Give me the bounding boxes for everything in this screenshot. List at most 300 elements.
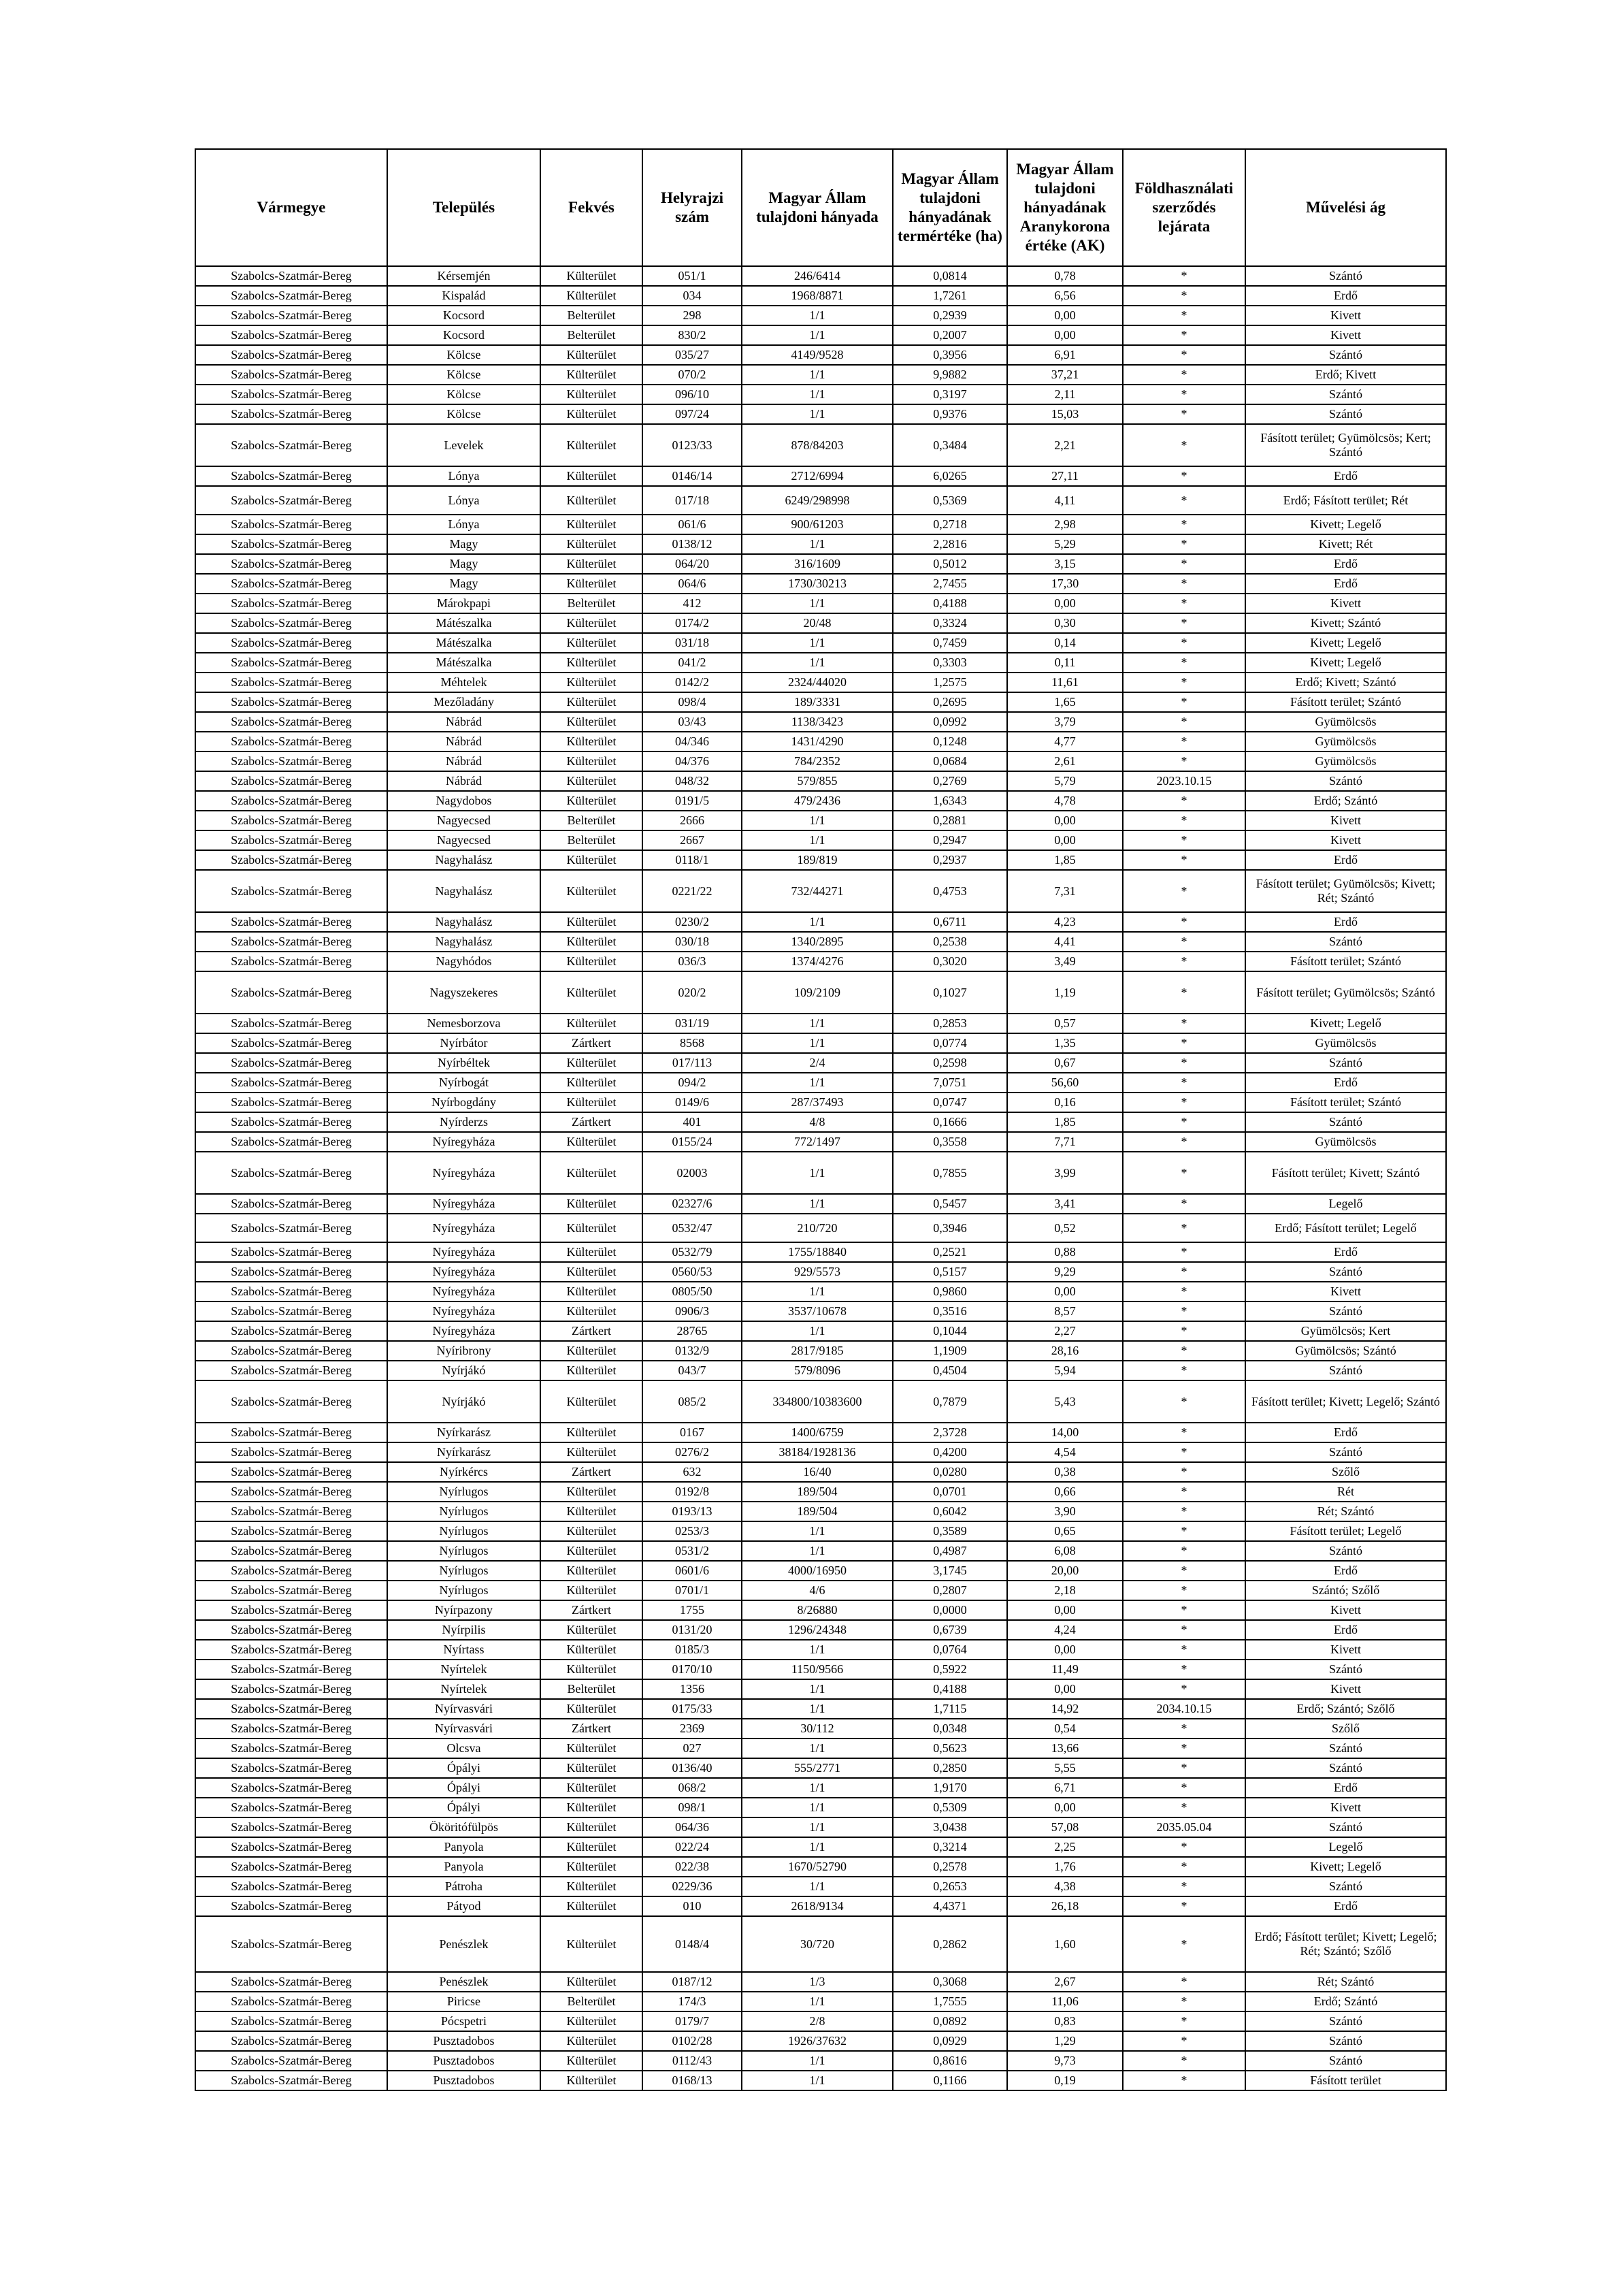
cell-helyrajzi-szam: 0102/28 [642, 2031, 742, 2051]
cell-termertek: 6,0265 [893, 466, 1007, 486]
cell-telepules: Nyírbogdány [387, 1093, 540, 1112]
cell-helyrajzi-szam: 035/27 [642, 345, 742, 365]
cell-szerzodes-lejarata: * [1123, 1341, 1245, 1361]
cell-telepules: Nagyecsed [387, 811, 540, 830]
cell-szerzodes-lejarata: * [1123, 1758, 1245, 1778]
cell-tulajdoni-hanyad: 1/1 [742, 830, 893, 850]
cell-termertek: 0,0992 [893, 712, 1007, 732]
cell-aranykorona: 2,98 [1007, 515, 1123, 534]
cell-szerzodes-lejarata: * [1123, 1093, 1245, 1112]
cell-fekves: Külterület [540, 1132, 642, 1152]
cell-helyrajzi-szam: 027 [642, 1739, 742, 1758]
cell-varmegye: Szabolcs-Szatmár-Bereg [195, 1857, 387, 1877]
cell-telepules: Nyíregyháza [387, 1152, 540, 1194]
table-row [195, 1640, 1446, 1660]
table-row [195, 1521, 1446, 1541]
cell-aranykorona: 6,91 [1007, 345, 1123, 365]
cell-fekves: Külterület [540, 1798, 642, 1817]
cell-varmegye: Szabolcs-Szatmár-Bereg [195, 534, 387, 554]
cell-szerzodes-lejarata: * [1123, 1321, 1245, 1341]
cell-fekves: Külterület [540, 1301, 642, 1321]
cell-telepules: Kispalád [387, 286, 540, 306]
cell-szerzodes-lejarata: * [1123, 325, 1245, 345]
cell-helyrajzi-szam: 0131/20 [642, 1620, 742, 1640]
cell-telepules: Nyírkarász [387, 1423, 540, 1442]
cell-helyrajzi-szam: 04/376 [642, 751, 742, 771]
cell-szerzodes-lejarata: * [1123, 594, 1245, 613]
cell-aranykorona: 0,78 [1007, 266, 1123, 286]
cell-helyrajzi-szam: 2369 [642, 1719, 742, 1739]
cell-termertek: 0,2007 [893, 325, 1007, 345]
cell-termertek: 0,1166 [893, 2071, 1007, 2090]
cell-aranykorona: 11,61 [1007, 673, 1123, 692]
cell-telepules: Lónya [387, 515, 540, 534]
cell-tulajdoni-hanyad: 878/84203 [742, 424, 893, 466]
cell-varmegye: Szabolcs-Szatmár-Bereg [195, 1719, 387, 1739]
cell-tulajdoni-hanyad: 1/1 [742, 1194, 893, 1214]
cell-muvelesi-ag: Kivett [1245, 1798, 1446, 1817]
cell-varmegye: Szabolcs-Szatmár-Bereg [195, 751, 387, 771]
cell-szerzodes-lejarata: * [1123, 2071, 1245, 2090]
cell-helyrajzi-szam: 298 [642, 306, 742, 325]
cell-muvelesi-ag: Erdő [1245, 1561, 1446, 1581]
cell-termertek: 0,0000 [893, 1600, 1007, 1620]
cell-varmegye: Szabolcs-Szatmár-Bereg [195, 673, 387, 692]
cell-aranykorona: 0,11 [1007, 653, 1123, 673]
cell-fekves: Külterület [540, 2071, 642, 2090]
cell-muvelesi-ag: Erdő; Szántó [1245, 791, 1446, 811]
cell-helyrajzi-szam: 401 [642, 1112, 742, 1132]
cell-fekves: Belterület [540, 306, 642, 325]
cell-aranykorona: 2,61 [1007, 751, 1123, 771]
cell-termertek: 0,5922 [893, 1660, 1007, 1679]
cell-tulajdoni-hanyad: 479/2436 [742, 791, 893, 811]
cell-helyrajzi-szam: 412 [642, 594, 742, 613]
cell-aranykorona: 3,49 [1007, 952, 1123, 971]
table-row [195, 1321, 1446, 1341]
table-row [195, 1877, 1446, 1896]
cell-varmegye: Szabolcs-Szatmár-Bereg [195, 1321, 387, 1341]
cell-fekves: Külterület [540, 1482, 642, 1502]
cell-tulajdoni-hanyad: 2324/44020 [742, 673, 893, 692]
cell-aranykorona: 5,55 [1007, 1758, 1123, 1778]
cell-tulajdoni-hanyad: 30/720 [742, 1916, 893, 1972]
cell-telepules: Magy [387, 574, 540, 594]
cell-varmegye: Szabolcs-Szatmár-Bereg [195, 2051, 387, 2071]
table-row [195, 1014, 1446, 1033]
cell-telepules: Nagyhalász [387, 932, 540, 952]
cell-aranykorona: 1,19 [1007, 971, 1123, 1014]
cell-aranykorona: 3,99 [1007, 1152, 1123, 1194]
cell-muvelesi-ag: Szántó [1245, 1758, 1446, 1778]
cell-termertek: 0,3516 [893, 1301, 1007, 1321]
cell-helyrajzi-szam: 064/20 [642, 554, 742, 574]
cell-fekves: Külterület [540, 1442, 642, 1462]
cell-tulajdoni-hanyad: 1/1 [742, 1014, 893, 1033]
cell-tulajdoni-hanyad: 2618/9134 [742, 1896, 893, 1916]
cell-tulajdoni-hanyad: 316/1609 [742, 554, 893, 574]
cell-helyrajzi-szam: 0532/79 [642, 1242, 742, 1262]
cell-varmegye: Szabolcs-Szatmár-Bereg [195, 613, 387, 633]
cell-helyrajzi-szam: 0701/1 [642, 1581, 742, 1600]
cell-tulajdoni-hanyad: 579/855 [742, 771, 893, 791]
cell-helyrajzi-szam: 8568 [642, 1033, 742, 1053]
cell-telepules: Nábrád [387, 732, 540, 751]
cell-tulajdoni-hanyad: 287/37493 [742, 1093, 893, 1112]
cell-varmegye: Szabolcs-Szatmár-Bereg [195, 1014, 387, 1033]
cell-termertek: 4,4371 [893, 1896, 1007, 1916]
cell-termertek: 0,2807 [893, 1581, 1007, 1600]
cell-termertek: 0,6739 [893, 1620, 1007, 1640]
cell-termertek: 0,3303 [893, 653, 1007, 673]
table-row [195, 574, 1446, 594]
cell-aranykorona: 0,66 [1007, 1482, 1123, 1502]
cell-helyrajzi-szam: 061/6 [642, 515, 742, 534]
cell-helyrajzi-szam: 098/1 [642, 1798, 742, 1817]
cell-aranykorona: 2,27 [1007, 1321, 1123, 1341]
table-row [195, 712, 1446, 732]
cell-aranykorona: 14,92 [1007, 1699, 1123, 1719]
cell-varmegye: Szabolcs-Szatmár-Bereg [195, 1502, 387, 1521]
cell-varmegye: Szabolcs-Szatmár-Bereg [195, 1214, 387, 1242]
cell-fekves: Külterület [540, 515, 642, 534]
cell-telepules: Nagyhalász [387, 912, 540, 932]
cell-telepules: Nyíregyháza [387, 1242, 540, 1262]
cell-helyrajzi-szam: 034 [642, 286, 742, 306]
cell-helyrajzi-szam: 020/2 [642, 971, 742, 1014]
cell-telepules: Nyíregyháza [387, 1214, 540, 1242]
cell-varmegye: Szabolcs-Szatmár-Bereg [195, 466, 387, 486]
cell-fekves: Külterület [540, 1053, 642, 1073]
cell-szerzodes-lejarata: * [1123, 1073, 1245, 1093]
cell-helyrajzi-szam: 0230/2 [642, 912, 742, 932]
cell-termertek: 0,5309 [893, 1798, 1007, 1817]
cell-telepules: Nagyszekeres [387, 971, 540, 1014]
cell-varmegye: Szabolcs-Szatmár-Bereg [195, 515, 387, 534]
table-row [195, 306, 1446, 325]
cell-varmegye: Szabolcs-Szatmár-Bereg [195, 1561, 387, 1581]
cell-helyrajzi-szam: 2667 [642, 830, 742, 850]
cell-tulajdoni-hanyad: 1/1 [742, 1033, 893, 1053]
cell-telepules: Lónya [387, 466, 540, 486]
cell-termertek: 0,3956 [893, 345, 1007, 365]
cell-aranykorona: 5,94 [1007, 1361, 1123, 1380]
cell-termertek: 7,0751 [893, 1073, 1007, 1093]
cell-termertek: 0,0348 [893, 1719, 1007, 1739]
cell-telepules: Nyírkarász [387, 1442, 540, 1462]
cell-fekves: Külterület [540, 1541, 642, 1561]
cell-aranykorona: 0,00 [1007, 306, 1123, 325]
cell-aranykorona: 17,30 [1007, 574, 1123, 594]
cell-varmegye: Szabolcs-Szatmár-Bereg [195, 1361, 387, 1380]
cell-fekves: Külterület [540, 554, 642, 574]
cell-tulajdoni-hanyad: 38184/1928136 [742, 1442, 893, 1462]
cell-termertek: 0,1044 [893, 1321, 1007, 1341]
cell-aranykorona: 4,11 [1007, 486, 1123, 515]
table-row [195, 1837, 1446, 1857]
cell-termertek: 0,2937 [893, 850, 1007, 870]
cell-szerzodes-lejarata: * [1123, 1462, 1245, 1482]
cell-muvelesi-ag: Kivett; Legelő [1245, 1014, 1446, 1033]
cell-telepules: Nábrád [387, 712, 540, 732]
cell-termertek: 0,0774 [893, 1033, 1007, 1053]
cell-muvelesi-ag: Szántó [1245, 1361, 1446, 1380]
cell-varmegye: Szabolcs-Szatmár-Bereg [195, 1798, 387, 1817]
cell-muvelesi-ag: Szántó [1245, 266, 1446, 286]
cell-fekves: Zártkert [540, 1112, 642, 1132]
cell-aranykorona: 1,85 [1007, 850, 1123, 870]
cell-szerzodes-lejarata: * [1123, 1014, 1245, 1033]
cell-termertek: 0,5623 [893, 1739, 1007, 1758]
cell-muvelesi-ag: Szántó [1245, 2011, 1446, 2031]
table-row [195, 385, 1446, 404]
cell-telepules: Panyola [387, 1837, 540, 1857]
cell-termertek: 0,2653 [893, 1877, 1007, 1896]
table-row [195, 1482, 1446, 1502]
cell-aranykorona: 2,25 [1007, 1837, 1123, 1857]
cell-telepules: Nagydobos [387, 791, 540, 811]
cell-muvelesi-ag: Erdő [1245, 574, 1446, 594]
cell-telepules: Nyírlugos [387, 1561, 540, 1581]
cell-helyrajzi-szam: 0229/36 [642, 1877, 742, 1896]
cell-aranykorona: 0,19 [1007, 2071, 1123, 2090]
cell-szerzodes-lejarata: * [1123, 1857, 1245, 1877]
table-row [195, 1719, 1446, 1739]
cell-telepules: Ópályi [387, 1798, 540, 1817]
cell-termertek: 0,2947 [893, 830, 1007, 850]
property-table [195, 148, 1447, 2091]
cell-fekves: Külterület [540, 850, 642, 870]
cell-tulajdoni-hanyad: 1/1 [742, 912, 893, 932]
table-row [195, 2011, 1446, 2031]
cell-szerzodes-lejarata: * [1123, 653, 1245, 673]
cell-fekves: Külterület [540, 1521, 642, 1541]
cell-aranykorona: 0,54 [1007, 1719, 1123, 1739]
cell-tulajdoni-hanyad: 900/61203 [742, 515, 893, 534]
cell-telepules: Nyírlugos [387, 1581, 540, 1600]
cell-szerzodes-lejarata: * [1123, 1739, 1245, 1758]
cell-tulajdoni-hanyad: 1/1 [742, 1282, 893, 1301]
cell-helyrajzi-szam: 0170/10 [642, 1660, 742, 1679]
cell-termertek: 0,7459 [893, 633, 1007, 653]
cell-tulajdoni-hanyad: 1/1 [742, 1992, 893, 2011]
cell-telepules: Pusztadobos [387, 2071, 540, 2090]
cell-muvelesi-ag: Kivett; Szántó [1245, 613, 1446, 633]
cell-helyrajzi-szam: 0174/2 [642, 613, 742, 633]
cell-tulajdoni-hanyad: 8/26880 [742, 1600, 893, 1620]
header-helyrajzi-szam: Helyrajzi szám [642, 149, 742, 266]
cell-muvelesi-ag: Erdő; Fásított terület; Kivett; Legelő; Rét; Szántó; Szőlő [1245, 1916, 1446, 1972]
cell-szerzodes-lejarata: * [1123, 1152, 1245, 1194]
cell-aranykorona: 2,11 [1007, 385, 1123, 404]
table-row [195, 1896, 1446, 1916]
cell-termertek: 0,4504 [893, 1361, 1007, 1380]
cell-aranykorona: 6,08 [1007, 1541, 1123, 1561]
cell-aranykorona: 2,67 [1007, 1972, 1123, 1992]
cell-fekves: Külterület [540, 1262, 642, 1282]
cell-varmegye: Szabolcs-Szatmár-Bereg [195, 1073, 387, 1093]
cell-varmegye: Szabolcs-Szatmár-Bereg [195, 1837, 387, 1857]
cell-termertek: 0,9376 [893, 404, 1007, 424]
cell-szerzodes-lejarata: * [1123, 1972, 1245, 1992]
cell-szerzodes-lejarata: * [1123, 345, 1245, 365]
cell-varmegye: Szabolcs-Szatmár-Bereg [195, 1758, 387, 1778]
cell-muvelesi-ag: Szántó [1245, 1301, 1446, 1321]
cell-helyrajzi-szam: 0601/6 [642, 1561, 742, 1581]
cell-muvelesi-ag: Szőlő [1245, 1719, 1446, 1739]
cell-tulajdoni-hanyad: 1/1 [742, 2051, 893, 2071]
cell-tulajdoni-hanyad: 555/2771 [742, 1758, 893, 1778]
cell-varmegye: Szabolcs-Szatmár-Bereg [195, 1817, 387, 1837]
cell-szerzodes-lejarata: * [1123, 1561, 1245, 1581]
table-row [195, 534, 1446, 554]
cell-muvelesi-ag: Rét; Szántó [1245, 1502, 1446, 1521]
cell-varmegye: Szabolcs-Szatmár-Bereg [195, 1482, 387, 1502]
cell-aranykorona: 1,29 [1007, 2031, 1123, 2051]
cell-telepules: Lónya [387, 486, 540, 515]
cell-termertek: 0,2521 [893, 1242, 1007, 1262]
table-row [195, 466, 1446, 486]
cell-telepules: Kölcse [387, 385, 540, 404]
table-row [195, 1739, 1446, 1758]
cell-varmegye: Szabolcs-Szatmár-Bereg [195, 1992, 387, 2011]
cell-fekves: Külterület [540, 1620, 642, 1640]
cell-szerzodes-lejarata: * [1123, 2031, 1245, 2051]
cell-szerzodes-lejarata: * [1123, 286, 1245, 306]
cell-termertek: 0,3068 [893, 1972, 1007, 1992]
table-row [195, 1758, 1446, 1778]
cell-helyrajzi-szam: 098/4 [642, 692, 742, 712]
cell-helyrajzi-szam: 02003 [642, 1152, 742, 1194]
cell-szerzodes-lejarata: * [1123, 1581, 1245, 1600]
cell-varmegye: Szabolcs-Szatmár-Bereg [195, 1877, 387, 1896]
table-row [195, 1817, 1446, 1837]
cell-aranykorona: 0,14 [1007, 633, 1123, 653]
cell-termertek: 0,5457 [893, 1194, 1007, 1214]
cell-termertek: 0,4188 [893, 1679, 1007, 1699]
cell-tulajdoni-hanyad: 732/44271 [742, 870, 893, 912]
table-row [195, 1502, 1446, 1521]
cell-fekves: Külterület [540, 424, 642, 466]
cell-tulajdoni-hanyad: 1296/24348 [742, 1620, 893, 1640]
cell-fekves: Külterület [540, 771, 642, 791]
cell-telepules: Nyírpazony [387, 1600, 540, 1620]
cell-aranykorona: 4,41 [1007, 932, 1123, 952]
cell-varmegye: Szabolcs-Szatmár-Bereg [195, 1660, 387, 1679]
cell-tulajdoni-hanyad: 1/1 [742, 811, 893, 830]
cell-muvelesi-ag: Fásított terület; Gyümölcsös; Kivett; Rét; Szántó [1245, 870, 1446, 912]
cell-termertek: 0,3484 [893, 424, 1007, 466]
cell-aranykorona: 7,31 [1007, 870, 1123, 912]
cell-muvelesi-ag: Erdő [1245, 850, 1446, 870]
cell-varmegye: Szabolcs-Szatmár-Bereg [195, 1053, 387, 1073]
cell-aranykorona: 26,18 [1007, 1896, 1123, 1916]
cell-fekves: Zártkert [540, 1600, 642, 1620]
cell-tulajdoni-hanyad: 1/1 [742, 365, 893, 385]
cell-varmegye: Szabolcs-Szatmár-Bereg [195, 1282, 387, 1301]
cell-fekves: Külterület [540, 971, 642, 1014]
cell-helyrajzi-szam: 017/113 [642, 1053, 742, 1073]
cell-tulajdoni-hanyad: 4/6 [742, 1581, 893, 1600]
cell-termertek: 0,2695 [893, 692, 1007, 712]
cell-szerzodes-lejarata: * [1123, 712, 1245, 732]
cell-szerzodes-lejarata: * [1123, 1778, 1245, 1798]
table-row [195, 830, 1446, 850]
table-row [195, 633, 1446, 653]
table-row [195, 2031, 1446, 2051]
cell-szerzodes-lejarata: * [1123, 1640, 1245, 1660]
cell-muvelesi-ag: Kivett; Rét [1245, 534, 1446, 554]
cell-muvelesi-ag: Kivett; Legelő [1245, 1857, 1446, 1877]
cell-termertek: 2,7455 [893, 574, 1007, 594]
cell-fekves: Zártkert [540, 1321, 642, 1341]
cell-fekves: Külterület [540, 365, 642, 385]
cell-szerzodes-lejarata: * [1123, 1916, 1245, 1972]
cell-fekves: Külterület [540, 952, 642, 971]
cell-muvelesi-ag: Fásított terület; Gyümölcsös; Kert; Szántó [1245, 424, 1446, 466]
cell-helyrajzi-szam: 022/38 [642, 1857, 742, 1877]
table-row [195, 554, 1446, 574]
cell-tulajdoni-hanyad: 189/504 [742, 1482, 893, 1502]
cell-telepules: Kölcse [387, 345, 540, 365]
table-row [195, 653, 1446, 673]
cell-tulajdoni-hanyad: 1/1 [742, 594, 893, 613]
cell-helyrajzi-szam: 041/2 [642, 653, 742, 673]
cell-aranykorona: 3,90 [1007, 1502, 1123, 1521]
cell-varmegye: Szabolcs-Szatmár-Bereg [195, 404, 387, 424]
cell-termertek: 0,5369 [893, 486, 1007, 515]
cell-varmegye: Szabolcs-Szatmár-Bereg [195, 1132, 387, 1152]
cell-szerzodes-lejarata: * [1123, 1361, 1245, 1380]
cell-aranykorona: 56,60 [1007, 1073, 1123, 1093]
cell-termertek: 0,4987 [893, 1541, 1007, 1561]
header-muvelesi-ag: Művelési ág [1245, 149, 1446, 266]
cell-termertek: 0,5012 [893, 554, 1007, 574]
header-fekves: Fekvés [540, 149, 642, 266]
cell-tulajdoni-hanyad: 1/3 [742, 1972, 893, 1992]
cell-telepules: Nyíregyháza [387, 1282, 540, 1301]
cell-muvelesi-ag: Szántó [1245, 1053, 1446, 1073]
cell-aranykorona: 3,41 [1007, 1194, 1123, 1214]
cell-helyrajzi-szam: 632 [642, 1462, 742, 1482]
cell-muvelesi-ag: Szántó [1245, 1262, 1446, 1282]
cell-szerzodes-lejarata: * [1123, 1798, 1245, 1817]
cell-aranykorona: 1,65 [1007, 692, 1123, 712]
cell-telepules: Kocsord [387, 325, 540, 345]
cell-muvelesi-ag: Kivett; Legelő [1245, 653, 1446, 673]
cell-fekves: Külterület [540, 932, 642, 952]
cell-muvelesi-ag: Kivett [1245, 306, 1446, 325]
cell-fekves: Külterület [540, 1896, 642, 1916]
table-row [195, 952, 1446, 971]
cell-aranykorona: 4,23 [1007, 912, 1123, 932]
cell-fekves: Külterület [540, 1561, 642, 1581]
cell-muvelesi-ag: Fásított terület [1245, 2071, 1446, 2090]
cell-telepules: Ököritófülpös [387, 1817, 540, 1837]
cell-telepules: Pusztadobos [387, 2031, 540, 2051]
cell-telepules: Piricse [387, 1992, 540, 2011]
cell-helyrajzi-szam: 064/36 [642, 1817, 742, 1837]
cell-fekves: Külterület [540, 1640, 642, 1660]
cell-fekves: Külterület [540, 486, 642, 515]
cell-termertek: 0,6042 [893, 1502, 1007, 1521]
cell-muvelesi-ag: Fásított terület; Szántó [1245, 1093, 1446, 1112]
cell-muvelesi-ag: Fásított terület; Gyümölcsös; Szántó [1245, 971, 1446, 1014]
cell-varmegye: Szabolcs-Szatmár-Bereg [195, 1442, 387, 1462]
table-row [195, 1301, 1446, 1321]
cell-termertek: 0,2939 [893, 306, 1007, 325]
cell-aranykorona: 5,29 [1007, 534, 1123, 554]
